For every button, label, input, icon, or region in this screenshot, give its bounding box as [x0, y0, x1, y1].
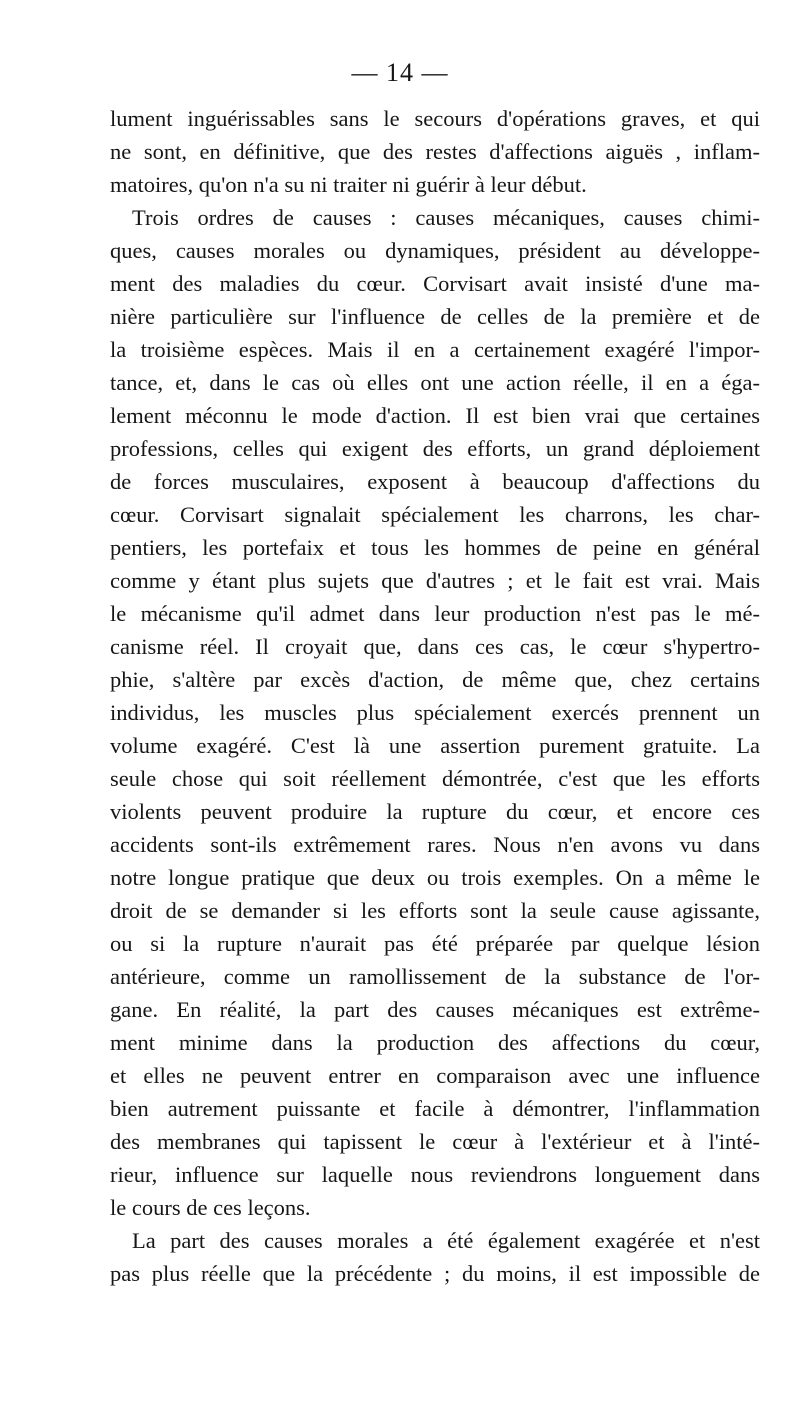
text-line: seule chose qui soit réellement démontrée, c'est que les efforts — [110, 766, 760, 791]
text-line: canisme réel. Il croyait que, dans ces cas, le cœur s'hypertro- — [110, 634, 760, 659]
text-line: des membranes qui tapissent le cœur à l'extérieur et à l'inté- — [110, 1129, 760, 1154]
text-line: pentiers, les portefaix et tous les hommes de peine en général — [110, 535, 760, 560]
text-line: le mécanisme qu'il admet dans leur production n'est pas le mé- — [110, 601, 760, 626]
text-line: professions, celles qui exigent des efforts, un grand déploiement — [110, 436, 760, 461]
text-line: individus, les muscles plus spécialement exercés prennent un — [110, 700, 760, 725]
text-line: accidents sont-ils extrêmement rares. Nous n'en avons vu dans — [110, 832, 760, 857]
text-line: ques, causes morales ou dynamiques, président au développe- — [110, 238, 760, 263]
text-line: droit de se demander si les efforts sont la seule cause agissante, — [110, 898, 760, 923]
text-line: ou si la rupture n'aurait pas été préparée par quelque lésion — [110, 931, 760, 956]
text-line: violents peuvent produire la rupture du cœur, et encore ces — [110, 799, 760, 824]
text-line: notre longue pratique que deux ou trois exemples. On a même le — [110, 865, 760, 890]
text-line: antérieure, comme un ramollissement de la substance de l'or- — [110, 964, 760, 989]
text-line: la troisième espèces. Mais il en a certainement exagéré l'impor- — [110, 337, 760, 362]
text-line: matoires, qu'on n'a su ni traiter ni guérir à leur début. — [110, 172, 587, 197]
text-line: ne sont, en définitive, que des restes d'affections aiguës , inflam- — [110, 139, 760, 164]
text-line: phie, s'altère par excès d'action, de même que, chez certains — [110, 667, 760, 692]
text-line: tance, et, dans le cas où elles ont une action réelle, il en a éga- — [110, 370, 760, 395]
text-line: cœur. Corvisart signalait spécialement les charrons, les char- — [110, 502, 760, 527]
text-line: rieur, influence sur laquelle nous reviendrons longuement dans — [110, 1162, 760, 1187]
text-line: lement méconnu le mode d'action. Il est bien vrai que certaines — [110, 403, 760, 428]
text-line: bien autrement puissante et facile à démontrer, l'inflammation — [110, 1096, 760, 1121]
text-line: le cours de ces leçons. — [110, 1195, 311, 1220]
text-line: pas plus réelle que la précédente ; du moins, il est impossible de — [110, 1261, 760, 1286]
text-line: lument inguérissables sans le secours d'opérations graves, et qui — [110, 106, 760, 131]
text-line: de forces musculaires, exposent à beaucoup d'affections du — [110, 469, 760, 494]
body-text — [110, 102, 760, 1290]
text-line: ment minime dans la production des affections du cœur, — [110, 1030, 760, 1055]
text-line: volume exagéré. C'est là une assertion purement gratuite. La — [110, 733, 760, 758]
text-line: La part des causes morales a été également exagérée et n'est — [132, 1228, 760, 1253]
text-line: Trois ordres de causes : causes mécaniques, causes chimi- — [132, 205, 760, 230]
text-line: et elles ne peuvent entrer en comparaison avec une influence — [110, 1063, 760, 1088]
text-line: gane. En réalité, la part des causes mécaniques est extrême- — [110, 997, 760, 1022]
text-line: nière particulière sur l'influence de celles de la première et de — [110, 304, 760, 329]
page-number: — 14 — — [351, 58, 449, 87]
text-line: ment des maladies du cœur. Corvisart avait insisté d'une ma- — [110, 271, 760, 296]
text-line: comme y étant plus sujets que d'autres ; et le fait est vrai. Mais — [110, 568, 760, 593]
